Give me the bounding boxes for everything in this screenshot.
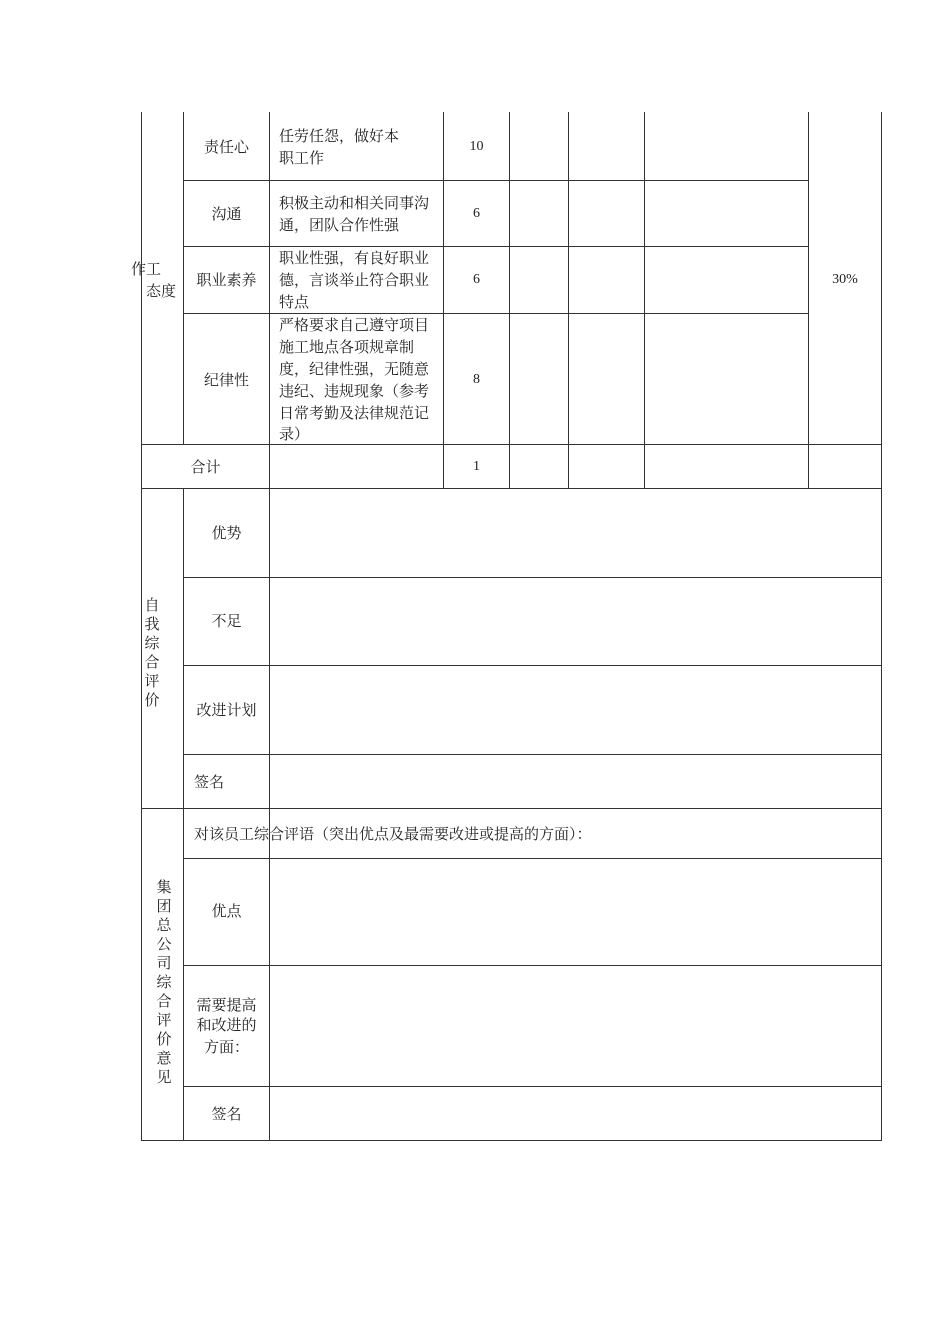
group-eval-prompt: 对该员工综合评语（突出优点及最需要改进或提高的方面）： bbox=[194, 825, 592, 843]
standard-line: 积极主动和相关同事沟 bbox=[279, 194, 430, 212]
standard-line: 严格要求自己遵守项目 bbox=[279, 316, 430, 334]
category-label-part1: 作工 bbox=[131, 260, 162, 278]
grid-line bbox=[183, 665, 882, 666]
grid-line bbox=[644, 112, 645, 489]
item-professionalism: 职业素养 bbox=[196, 271, 257, 289]
grid-line bbox=[443, 112, 444, 489]
weight-value: 30% bbox=[832, 272, 858, 287]
grid-line bbox=[808, 112, 809, 489]
group-eval-improve-label-line: 需要提高 bbox=[196, 996, 257, 1014]
grid-line bbox=[183, 858, 882, 859]
standard-line: 德，言谈举止符合职业 bbox=[279, 271, 430, 289]
grid-line bbox=[141, 808, 882, 809]
grid-line bbox=[568, 112, 569, 489]
group-eval-signature-label: 签名 bbox=[211, 1105, 242, 1123]
grid-line bbox=[269, 112, 270, 1141]
standard-line: 违纪、违规现象（参考 bbox=[279, 382, 430, 400]
self-eval-signature-label: 签名 bbox=[194, 773, 225, 791]
grid-line bbox=[183, 313, 809, 314]
self-eval-plan-label: 改进计划 bbox=[196, 701, 257, 719]
group-eval-improve-label-line: 和改进的 bbox=[196, 1016, 257, 1034]
grid-line bbox=[509, 112, 510, 489]
standard-line: 任劳任怨，做好本 bbox=[279, 127, 400, 145]
standard-line: 施工地点各项规章制 bbox=[279, 338, 415, 356]
score-value: 10 bbox=[469, 139, 484, 154]
score-value: 6 bbox=[473, 272, 480, 287]
item-responsibility: 责任心 bbox=[203, 138, 249, 156]
total-label: 合计 bbox=[190, 458, 221, 476]
group-eval-improve-label-line: 方面： bbox=[203, 1038, 249, 1056]
score-value: 8 bbox=[473, 372, 480, 387]
standard-line: 特点 bbox=[279, 293, 310, 311]
grid-line bbox=[183, 577, 882, 578]
category-label-part2: 态度 bbox=[146, 282, 177, 300]
standard-line: 录） bbox=[279, 425, 310, 443]
grid-line bbox=[141, 1140, 882, 1141]
grid-line bbox=[141, 488, 882, 489]
score-value: 6 bbox=[473, 206, 480, 221]
grid-line bbox=[183, 965, 882, 966]
standard-line: 通，团队合作性强 bbox=[279, 216, 400, 234]
group-eval-title: 集团总公司综合评价意见 bbox=[156, 878, 172, 1086]
item-discipline: 纪律性 bbox=[203, 371, 249, 389]
grid-line bbox=[141, 444, 882, 445]
self-eval-weaknesses-label: 不足 bbox=[211, 612, 242, 630]
total-score: 1 bbox=[473, 459, 480, 474]
grid-line bbox=[881, 112, 882, 1141]
standard-line: 职业性强，有良好职业 bbox=[279, 249, 430, 267]
standard-line: 度，纪律性强，无随意 bbox=[279, 360, 430, 378]
grid-line bbox=[183, 180, 809, 181]
grid-line bbox=[183, 754, 882, 755]
self-eval-title: 自我综合评价 bbox=[144, 596, 160, 709]
item-communication: 沟通 bbox=[211, 205, 242, 223]
standard-line: 职工作 bbox=[279, 149, 325, 167]
self-eval-strengths-label: 优势 bbox=[211, 524, 242, 542]
grid-line bbox=[183, 1086, 882, 1087]
standard-line: 日常考勤及法律规范记 bbox=[279, 404, 430, 422]
group-eval-merits-label: 优点 bbox=[211, 902, 242, 920]
grid-line bbox=[183, 246, 809, 247]
